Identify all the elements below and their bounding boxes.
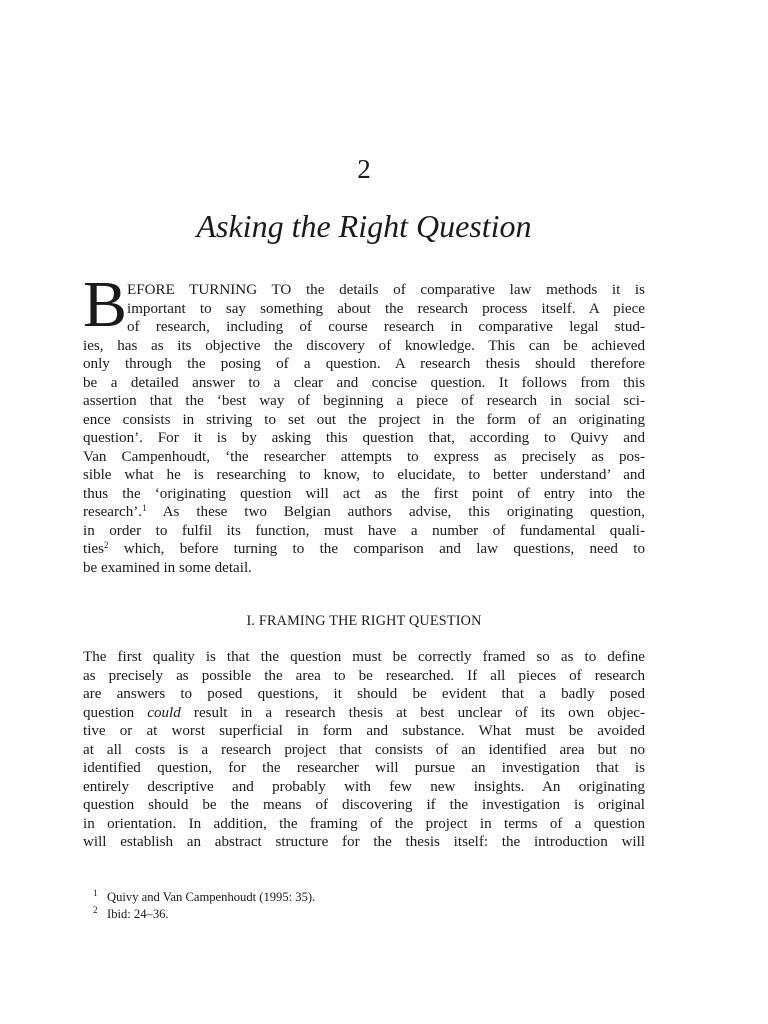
text-line: of research, including of course research in comparative legal stud- xyxy=(127,319,645,335)
text-line: assertion that the ‘best way of beginning a piece of research in social sci- xyxy=(83,393,645,409)
text-line: thus the ‘originating question will act as the first point of entry into the xyxy=(83,485,645,502)
text-line: question’. For it is by asking this question that, according to Quivy and xyxy=(83,430,645,446)
text-line: The first quality is that the question must be correctly framed so as to define xyxy=(83,649,645,665)
text-line: are answers to posed questions, it should be evident that a badly posed xyxy=(83,686,645,702)
text-line: important to say something about the research process itself. A piece xyxy=(127,300,645,317)
text-line: EFORE TURNING TO the details of comparative law methods it is xyxy=(127,282,645,298)
text-line: be examined in some detail. xyxy=(83,559,252,576)
text-line: only through the posing of a question. A research thesis should therefore xyxy=(83,356,645,372)
text-line xyxy=(83,540,645,559)
text-fragment: ties xyxy=(83,541,104,557)
text-fragment: As these two Belgian authors advise, this originating question, xyxy=(146,504,645,520)
intro-paragraph xyxy=(83,281,645,577)
text-line: be a detailed answer to a clear and concise question. It follows from this xyxy=(83,374,645,391)
footnote-text: Quivy and Van Campenhoudt (1995: 35). xyxy=(107,890,316,904)
text-line: question should be the means of discovering if the investigation is original xyxy=(83,797,645,813)
text-line: as precisely as possible the area to be researched. If all pieces of research xyxy=(83,667,645,684)
section-paragraph xyxy=(83,648,645,852)
text-fragment: result in a research thesis at best unclear of its own objec- xyxy=(180,704,645,721)
footnotes xyxy=(93,889,633,923)
chapter-title: Asking the Right Question xyxy=(196,208,532,244)
text-line: Van Campenhoudt, ‘the researcher attempts to express as precisely as pos- xyxy=(83,448,645,465)
text-line: in order to fulfil its function, must have a number of fundamental quali- xyxy=(83,522,645,539)
text-line: entirely descriptive and probably with few new insights. An originating xyxy=(83,778,645,795)
text-line: in orientation. In addition, the framing of the project in terms of a question xyxy=(83,815,645,832)
chapter-number: 2 xyxy=(357,154,371,184)
footnote-2: $^2$ Ibid: 24–36. xyxy=(93,905,169,921)
text-line: sible what he is researching to know, to elucidate, to better understand’ and xyxy=(83,467,645,483)
footnote-ref-2[interactable]: 2 xyxy=(103,540,109,550)
text-line: at all costs is a research project that consists of an identified area but no xyxy=(83,741,645,758)
footnote-1: $^1$ Quivy and Van Campenhoudt (1995: 35). xyxy=(93,888,316,904)
drop-cap: B xyxy=(83,268,128,341)
text-line: identified question, for the researcher will pursue an investigation that is xyxy=(83,760,645,776)
section-heading: I. FRAMING THE RIGHT QUESTION xyxy=(246,613,482,629)
footnote-ref-1[interactable]: 1 xyxy=(142,503,147,513)
text-line: tive or at worst superficial in form and substance. What must be avoided xyxy=(83,723,645,739)
footnote-text: Ibid: 24–36. xyxy=(107,907,169,921)
text-line: ence consists in striving to set out the project in the form of an originating xyxy=(83,411,645,428)
text-line: will establish an abstract structure for the thesis itself: the introduction will xyxy=(83,834,645,850)
text-fragment: research’. xyxy=(83,504,143,520)
text-line xyxy=(83,704,645,723)
text-line: ies, has as its objective the discovery of knowledge. This can be achieved xyxy=(83,337,645,354)
text-line xyxy=(83,503,645,522)
text-fragment: which, before turning to the comparison and law questions, need to xyxy=(108,541,645,557)
text-fragment: question xyxy=(83,704,148,721)
emphasis: could xyxy=(147,704,181,721)
